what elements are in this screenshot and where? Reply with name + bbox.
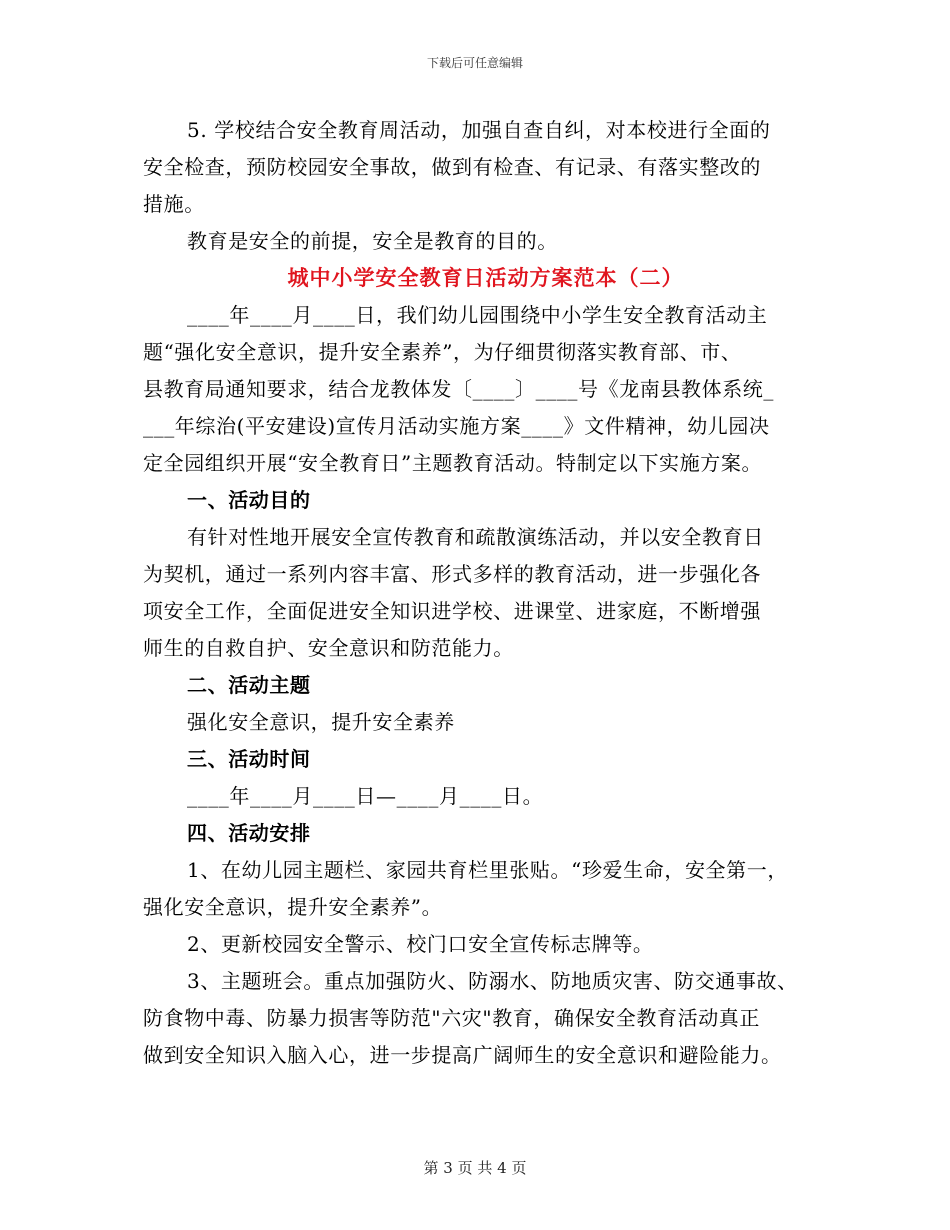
paragraph-line: 项安全工作，全面促进安全知识进学校、进课堂、进家庭，不断增强	[143, 599, 761, 623]
section-heading: 三、活动时间	[187, 747, 311, 771]
section-heading: 二、活动主题	[187, 673, 311, 697]
document-body	[143, 112, 828, 1074]
paragraph-line: 5. 学校结合安全教育周活动，加强自查自纠，对本校进行全面的	[187, 118, 771, 142]
paragraph-line: 措施。	[143, 192, 205, 216]
paragraph-line: ____年____月____日—____月____日。	[187, 784, 544, 808]
paragraph-line: 题“强化安全意识，提升安全素养”，为仔细贯彻落实教育部、市、	[143, 340, 742, 364]
paragraph-line: 为契机，通过一系列内容丰富、形式多样的教育活动，进一步强化各	[143, 562, 761, 586]
list-item-line: 1、在幼儿园主题栏、家园共育栏里张贴。“珍爱生命，安全第一，	[187, 858, 788, 882]
paragraph-line: 安全检查，预防校园安全事故，做到有检查、有记录、有落实整改的	[143, 155, 761, 179]
list-item-line: 3、主题班会。重点加强防火、防溺水、防地质灾害、防交通事故、	[187, 969, 798, 993]
document-title: 城中小学安全教育日活动方案范本（二）	[287, 266, 684, 290]
paragraph-line: 强化安全意识，提升安全素养	[187, 710, 455, 734]
paragraph-line: 强化安全意识，提升安全素养”。	[143, 895, 443, 919]
paragraph-line: 做到安全知识入脑入心，进一步提高广阔师生的安全意识和避险能力。	[143, 1043, 782, 1067]
paragraph-line: ___年综治(平安建设)宣传月活动实施方案____》文件精神，幼儿园决	[143, 414, 770, 438]
paragraph-line: 防食物中毒、防暴力损害等防范"六灾"教育，确保安全教育活动真正	[143, 1006, 760, 1030]
paragraph-line: 教育是安全的前提，安全是教育的目的。	[187, 229, 558, 253]
paragraph-line: 县教育局通知要求，结合龙教体发〔____〕____号《龙南县教体系统_	[143, 377, 774, 401]
section-heading: 一、活动目的	[187, 488, 311, 512]
list-item-line: 2、更新校园安全警示、校门口安全宣传标志牌等。	[187, 932, 654, 956]
paragraph-line: ____年____月____日，我们幼儿园围绕中小学生安全教育活动主	[187, 303, 768, 327]
paragraph-line: 定全园组织开展“安全教育日”主题教育活动。特制定以下实施方案。	[143, 451, 763, 475]
section-heading: 四、活动安排	[187, 821, 311, 845]
paragraph-line: 有针对性地开展安全宣传教育和疏散演练活动，并以安全教育日	[187, 525, 764, 549]
page-footer-number: 第 3 页 共 4 页	[423, 1159, 527, 1177]
paragraph-line: 师生的自救自护、安全意识和防范能力。	[143, 636, 514, 660]
page-header-note: 下载后可任意编辑	[426, 56, 523, 70]
